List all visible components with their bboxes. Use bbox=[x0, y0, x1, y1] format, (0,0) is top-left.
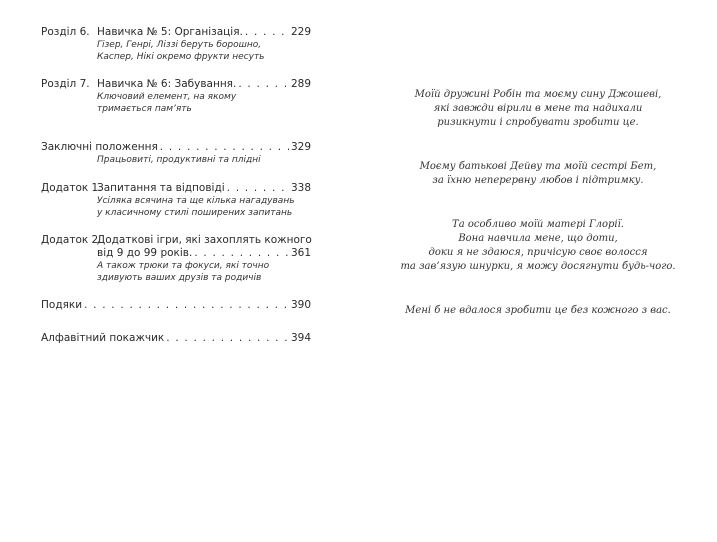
dedication-block-2 bbox=[398, 160, 678, 188]
toc-leader bbox=[227, 182, 289, 195]
toc-leader bbox=[160, 141, 289, 154]
toc-entry-appendix-2[interactable] bbox=[41, 234, 311, 284]
toc-subtitle: Працьовиті, продуктивні та плідні bbox=[97, 155, 261, 165]
right-page bbox=[358, 0, 717, 542]
dedication-block-3 bbox=[398, 218, 678, 274]
toc-subtitle: здивують ваших друзів та родичів bbox=[97, 273, 262, 283]
left-page bbox=[0, 0, 358, 542]
dedication-line: які завжди вірили в мене та надихали bbox=[433, 103, 643, 114]
toc-label: Додаток 1. bbox=[41, 182, 102, 194]
dedication-line: ризикнути і спробувати зробити це. bbox=[437, 117, 639, 128]
toc-title: Запитання та відповіді bbox=[97, 182, 225, 194]
toc-subtitle: Усіляка всячина та ще кілька нагадувань bbox=[97, 196, 295, 206]
toc-subtitle: Гізер, Генрі, Ліззі беруть борошно, bbox=[97, 40, 262, 50]
toc-entry-conclusion[interactable] bbox=[41, 141, 311, 166]
toc-title: Подяки bbox=[41, 299, 83, 311]
toc-leader bbox=[238, 78, 289, 91]
dedication-block-1 bbox=[398, 88, 678, 130]
toc-title: Додаткові ігри, які захоплять кожного bbox=[97, 234, 312, 246]
toc-title: Заключні положення bbox=[41, 141, 158, 153]
toc-title: Навичка № 5: Організація. bbox=[97, 26, 243, 38]
toc-entry-thanks[interactable] bbox=[41, 299, 311, 312]
dedication-block-4 bbox=[398, 304, 678, 318]
toc-page-number: 229 bbox=[290, 26, 311, 38]
dedication-line: та зав’язую шнурки, я можу досягнути будь-чого. bbox=[400, 261, 676, 272]
toc-page-number: 361 bbox=[290, 247, 311, 259]
toc-leader bbox=[194, 247, 289, 260]
toc-page-number: 338 bbox=[290, 182, 311, 194]
toc-page-number: 390 bbox=[290, 299, 311, 311]
toc-page-number: 289 bbox=[290, 78, 311, 90]
toc-leader bbox=[84, 299, 289, 312]
toc-title: Алфавітний покажчик bbox=[41, 332, 165, 344]
toc-page-number: 329 bbox=[290, 141, 311, 153]
dedication-line: Мені б не вдалося зробити це без кожного з вас. bbox=[405, 305, 671, 316]
dedication-line: доки я не здаюся, причісую своє волосся bbox=[428, 247, 648, 258]
dedication-line: Моєму батькові Дейву та моїй сестрі Бет, bbox=[419, 161, 657, 172]
toc-title: Навичка № 6: Забування. bbox=[97, 78, 237, 90]
toc-leader bbox=[166, 332, 289, 345]
toc-subtitle: тримається пам’ять bbox=[97, 104, 192, 114]
toc-entry-chapter-7[interactable] bbox=[41, 78, 311, 115]
toc-label: Додаток 2. bbox=[41, 234, 102, 246]
toc-entry-chapter-6[interactable] bbox=[41, 26, 311, 63]
dedication-line: Моїй дружині Робін та моєму сину Джошеві, bbox=[414, 89, 662, 100]
toc-subtitle: у класичному стилі поширених запитань bbox=[97, 208, 293, 218]
toc-entry-index[interactable] bbox=[41, 332, 311, 345]
toc-label: Розділ 7. bbox=[41, 78, 90, 90]
toc-subtitle: А також трюки та фокуси, які точно bbox=[97, 261, 270, 271]
toc-subtitle: Каспер, Нікі окремо фрукти несуть bbox=[97, 52, 265, 62]
toc-entry-appendix-1[interactable] bbox=[41, 182, 311, 219]
dedication-line: Вона навчила мене, що доти, bbox=[458, 233, 618, 244]
dedication-line: Та особливо моїй матері Глорії. bbox=[452, 219, 624, 230]
toc-title-continued: від 9 до 99 років. bbox=[97, 247, 193, 259]
toc-label: Розділ 6. bbox=[41, 26, 90, 38]
toc-subtitle: Ключовий елемент, на якому bbox=[97, 92, 237, 102]
toc-leader bbox=[245, 26, 289, 39]
dedication-line: за їхню неперервну любов і підтримку. bbox=[432, 175, 644, 186]
toc-page-number: 394 bbox=[290, 332, 311, 344]
